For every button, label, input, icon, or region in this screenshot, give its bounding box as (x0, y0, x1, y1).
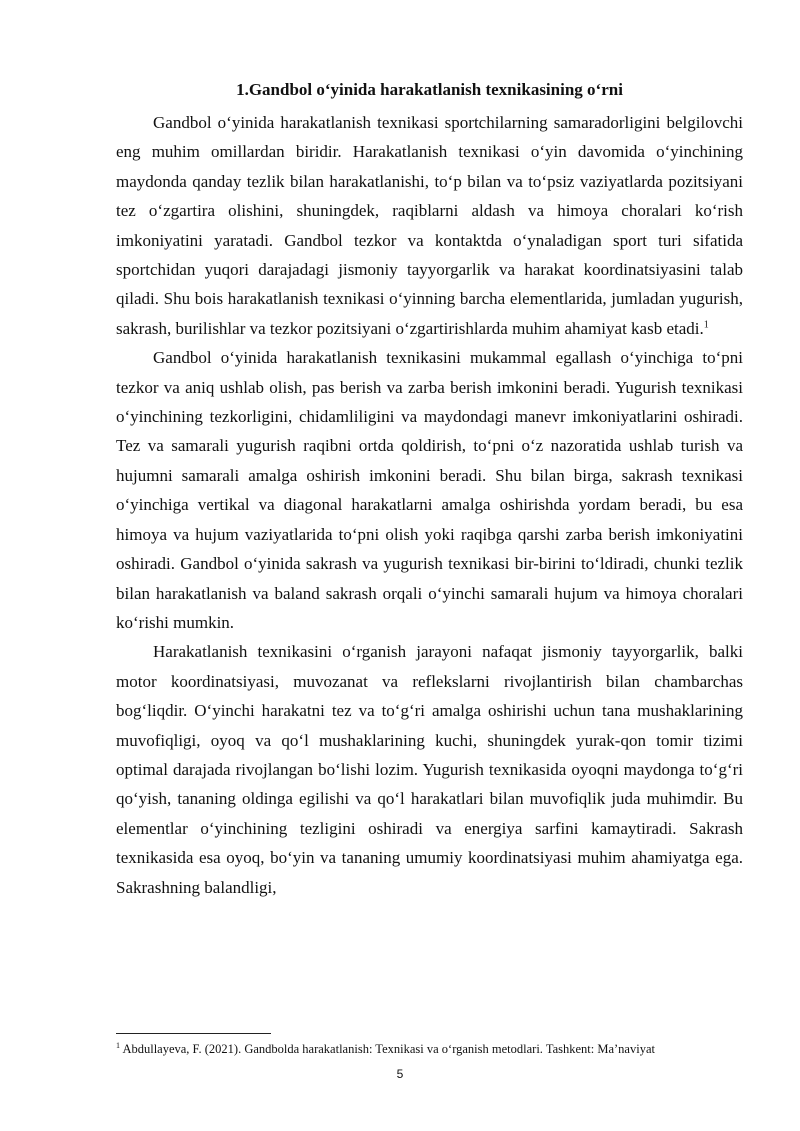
paragraph-1-text: Gandbol o‘yinida harakatlanish texnikasi sportchilarning samaradorligini belgilovchi eng muhim omillardan biridir. Harakatlanish texnikasi o‘yin davomida o‘yinchining maydonda qanday tezlik bilan harakatlanishi, to‘p bilan va to‘psiz vaziyatlarda pozitsiyani tez o‘zgartira olishini, shuningdek, raqiblarni aldash va himoya choralari ko‘rish imkoniyatini yaratadi. Gandbol tezkor va kontaktda o‘ynaladigan sport turi sifatida sportchidan yuqori darajadagi jismoniy tayyorgarlik va harakat koordinatsiyasini talab qiladi. Shu bois harakatlanish texnikasi o‘yinning barcha elementlarida, jumladan yugurish, sakrash, burilishlar va tezkor pozitsiyani o‘zgartirishlarda muhim ahamiyat kasb etadi. (116, 113, 743, 338)
paragraph-2: Gandbol o‘yinida harakatlanish texnikasini mukammal egallash o‘yinchiga to‘pni tezkor va aniq ushlab olish, pas berish va zarba berish imkonini beradi. Yugurish texnikasi o‘yinchining tezkorligini, chidamliligini va maydondagi manevr imkoniyatlarini oshiradi. Tez va samarali yugurish raqibni ortda qoldirish, to‘pni o‘z nazoratida ushlab turish va hujumni samarali amalga oshirish imkonini beradi. Shu bilan birga, sakrash texnikasi o‘yinchiga vertikal va diagonal harakatlarni amalga oshirishda yordam beradi, bu esa himoya va hujum vaziyatlarida to‘pni olish yoki raqibga qarshi zarba berish imkoniyatini oshiradi. Gandbol o‘yinida sakrash va yugurish texnikasi bir-birini to‘ldiradi, chunki tezlik bilan harakatlanish va baland sakrash orqali o‘yinchi samarali hujum va himoya choralari ko‘rishi mumkin. (116, 348, 743, 632)
footnote (116, 1041, 743, 1057)
footnote-separator (116, 1033, 271, 1034)
section-heading: 1.Gandbol o‘yinida harakatlanish texnikasining o‘rni (236, 80, 623, 99)
paragraph-1 (116, 108, 743, 343)
page-number: 5 (396, 1067, 404, 1081)
footnote-text: Abdullayeva, F. (2021). Gandbolda harakatlanish: Texnikasi va o‘rganish metodlari. Tashkent: Ma’naviyat (122, 1042, 655, 1056)
footnote-reference[interactable]: 1 (703, 319, 709, 331)
paragraph-3: Harakatlanish texnikasini o‘rganish jarayoni nafaqat jismoniy tayyorgarlik, balki motor koordinatsiyasi, muvozanat va reflekslarni rivojlantirish bilan chambarchas bog‘liqdir. O‘yinchi harakatni tez va to‘g‘ri amalga oshirishi uchun tana mushaklarining muvofiqligi, oyoq va qo‘l mushaklarining kuchi, shuningdek yurak-qon tomir tizimi optimal darajada rivojlangan bo‘lishi lozim. Yugurish texnikasida oyoqni maydonga to‘g‘ri qo‘yish, tananing oldinga egilishi va qo‘l harakatlari bilan muvofiqlik juda muhimdir. Bu elementlar o‘yinchining tezligini oshiradi va energiya sarfini kamaytiradi. Sakrash texnikasida esa oyoq, bo‘yin va tananing umumiy koordinatsiyasi muhim ahamiyatga ega. Sakrashning balandligi, (116, 642, 743, 897)
body-text (116, 108, 743, 902)
footnote-marker: 1 (116, 1040, 120, 1050)
